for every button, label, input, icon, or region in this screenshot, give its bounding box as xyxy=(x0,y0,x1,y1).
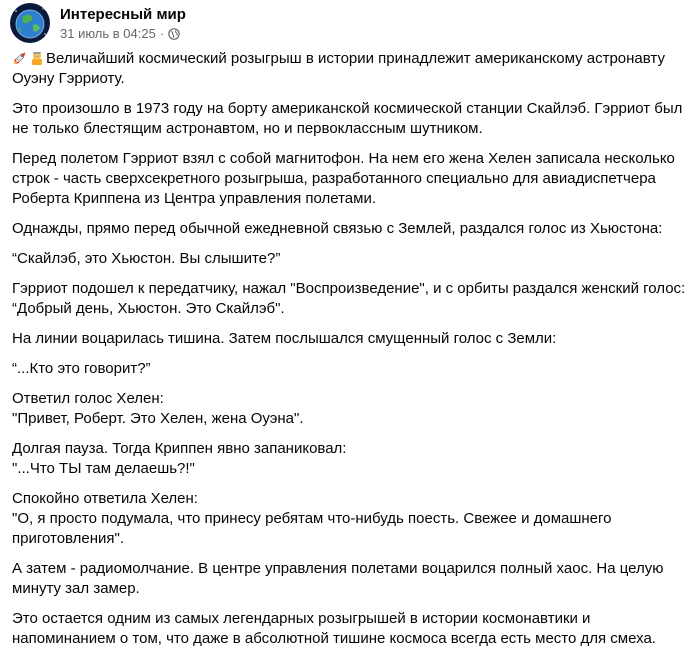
post-paragraph xyxy=(12,49,692,89)
post-paragraph: Долгая пауза. Тогда Криппен явно запаниковал: "...Что ТЫ там делаешь?!" xyxy=(12,440,347,477)
page-name-link[interactable]: Интересный мир xyxy=(60,5,186,23)
post-paragraph-text: Величайший космический розыгрыш в истории принадлежит американскому астронавту Оуэну Гэрриоту. xyxy=(12,50,665,87)
post-paragraph: Однажды, прямо перед обычной ежедневной связью с Землей, раздался голос из Хьюстона: xyxy=(12,220,663,237)
globe-icon[interactable] xyxy=(168,27,180,39)
page-avatar[interactable] xyxy=(10,3,50,43)
post-paragraph: Перед полетом Гэрриот взял с собой магнитофон. На нем его жена Хелен записала несколько строк - часть сверхсекретного розыгрыша, разработанного специально для авиадиспетчера Роберта Криппена из Центра управления полетами. xyxy=(12,150,675,207)
post-paragraph: “...Кто это говорит?” xyxy=(12,360,151,377)
separator-dot: · xyxy=(159,25,165,41)
post-paragraph: Спокойно ответила Хелен: "О, я просто подумала, что принесу ребятам что-нибудь поесть. Свежее и домашнего приготовления". xyxy=(12,490,612,547)
post-subline xyxy=(60,25,186,42)
post-header xyxy=(10,0,186,46)
planet-earth-avatar xyxy=(10,3,50,43)
post-paragraph: А затем - радиомолчание. В центре управления полетами воцарился полный хаос. На целую минуту зал замер. xyxy=(12,560,664,597)
post-meta xyxy=(60,5,186,42)
post-paragraph: Гэрриот подошел к передатчику, нажал "Воспроизведение", и с орбиты раздался женский голос: “Добрый день, Хьюстон. Это Скайлэб". xyxy=(12,280,686,317)
post-paragraph: Ответил голос Хелен: "Привет, Роберт. Это Хелен, жена Оуэна". xyxy=(12,390,304,427)
post-paragraph: “Скайлэб, это Хьюстон. Вы слышите?” xyxy=(12,250,281,267)
post-paragraph: На линии воцарилась тишина. Затем послышался смущенный голос с Земли: xyxy=(12,330,557,347)
post-timestamp[interactable]: 31 июль в 04:25 xyxy=(60,25,156,41)
post-paragraph: Это остается одним из самых легендарных розыгрышей в истории космонавтики и напоминанием о том, что даже в абсолютной тишине космоса всегда есть место для смеха. xyxy=(12,610,656,647)
post-body xyxy=(12,49,692,659)
rocket-icon xyxy=(12,50,28,66)
post-paragraph: Это произошло в 1973 году на борту американской космической станции Скайлэб. Гэрриот был не только блестящим астронавтом, но и первоклассным шутником. xyxy=(12,100,683,137)
astronaut-icon xyxy=(29,50,45,66)
